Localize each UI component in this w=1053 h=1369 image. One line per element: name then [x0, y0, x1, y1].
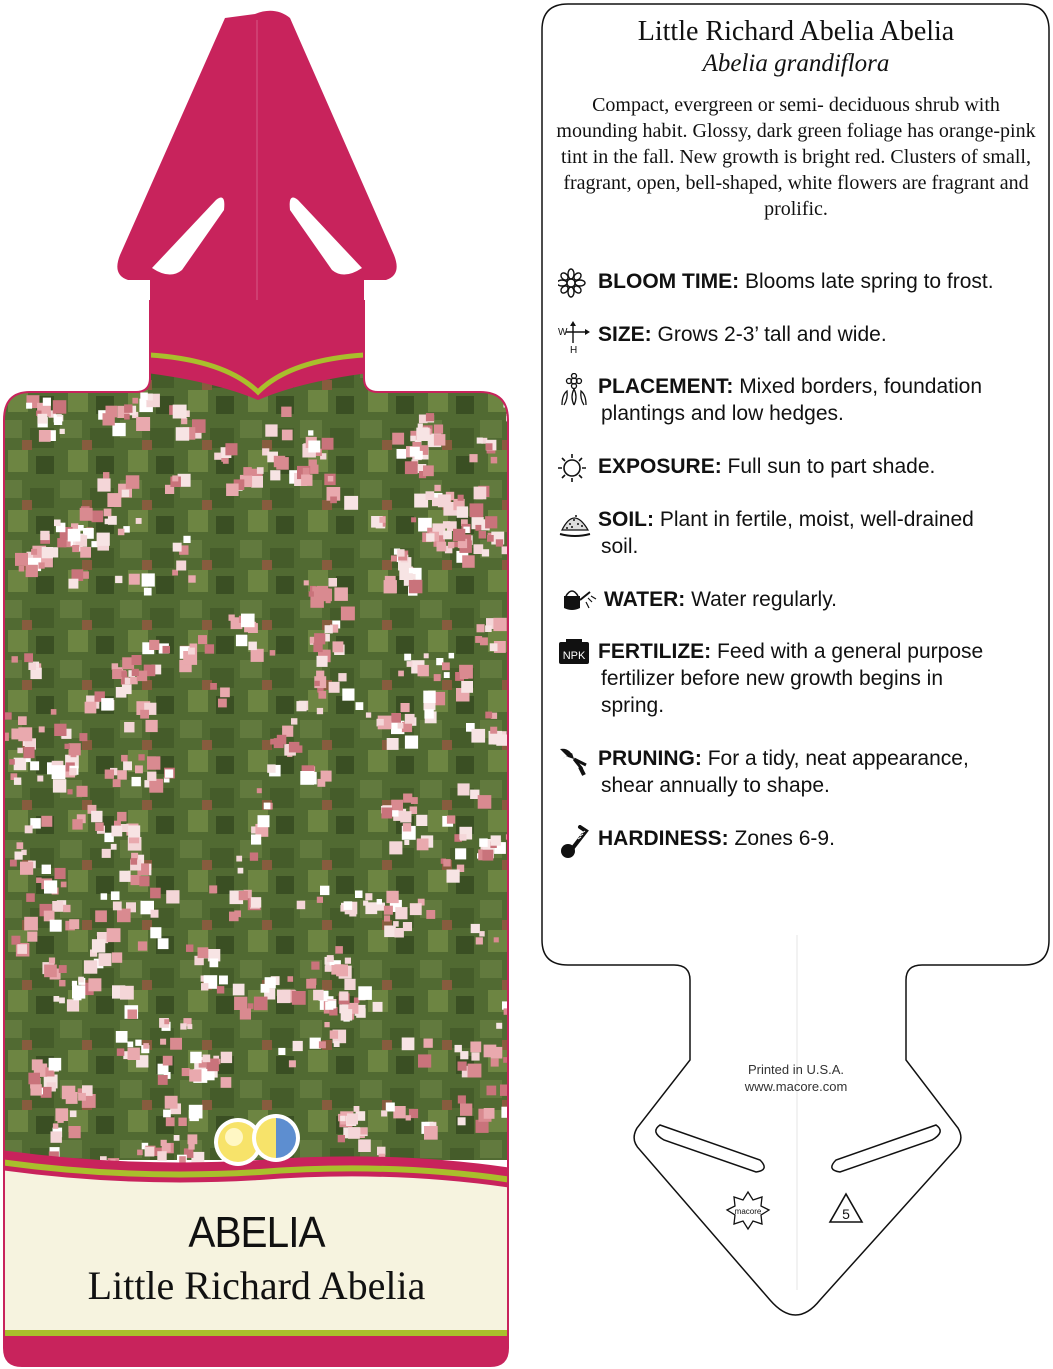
care-label: FERTILIZE:	[598, 640, 712, 663]
sun-icon	[558, 453, 592, 483]
care-hardiness	[558, 825, 1038, 852]
placement-icon	[558, 373, 592, 407]
care-label: SIZE:	[598, 323, 652, 346]
thermometer-icon	[558, 825, 592, 859]
care-text: Feed with a general purpose	[717, 640, 984, 663]
care-text: Grows 2-3’ tall and wide.	[657, 323, 887, 346]
care-text: For a tidy, neat appearance,	[707, 747, 969, 770]
care-label: PRUNING:	[598, 747, 702, 770]
care-label: HARDINESS:	[598, 827, 729, 850]
care-text-continued: shear annually to shape.	[601, 774, 830, 797]
care-text: Mixed borders, foundation	[739, 375, 982, 398]
size-arrows-icon	[558, 321, 592, 355]
macore-logo-text: macore	[734, 1207, 762, 1216]
common-name: ABELIA	[188, 1208, 325, 1257]
website: www.macore.com	[744, 1079, 848, 1094]
npk-icon	[558, 638, 592, 668]
care-label: BLOOM TIME:	[598, 270, 740, 293]
printed-in: Printed in U.S.A.	[747, 1062, 845, 1077]
care-text-continued: spring.	[601, 694, 665, 717]
care-exposure	[558, 453, 1038, 480]
watering-can-icon	[558, 586, 598, 616]
care-label: PLACEMENT:	[598, 375, 734, 398]
care-size	[558, 321, 1038, 355]
plant-description: Compact, evergreen or semi- deciduous shrub with mounding habit. Glossy, dark green foliage has orange-pink tint in the fall. New growth is bright red. Clusters of small, fragrant, open, bell-shaped, white flowers are fragrant and prolific.	[556, 94, 1036, 220]
cultivar-name: Little Richard Abelia	[87, 1263, 426, 1308]
care-text: Full sun to part shade.	[727, 455, 936, 478]
care-placement	[558, 373, 1038, 427]
care-text: Zones 6-9.	[734, 827, 835, 850]
npk-icon-text: NPK	[562, 650, 586, 662]
care-label: WATER:	[604, 588, 686, 611]
care-text: Blooms late spring to frost.	[745, 270, 994, 293]
care-text: Plant in fertile, moist, well-drained	[659, 508, 974, 531]
care-text: Water regularly.	[691, 588, 837, 611]
care-label: SOIL:	[598, 508, 654, 531]
care-soil	[558, 506, 1038, 560]
care-water	[558, 586, 1038, 613]
care-text-continued: fertilizer before new growth begins in	[601, 667, 944, 690]
size-icon-w: W	[558, 327, 568, 338]
recycle-number: 5	[842, 1206, 850, 1222]
back-title: Little Richard Abelia Abelia	[637, 16, 955, 47]
pruners-icon	[558, 745, 592, 777]
care-fertilize	[558, 638, 1038, 719]
care-pruning	[558, 745, 1038, 799]
size-icon-h: H	[570, 345, 578, 355]
flower-icon	[558, 268, 592, 298]
care-text-continued: soil.	[601, 535, 639, 558]
care-text-continued: plantings and low hedges.	[601, 402, 844, 425]
botanical-name: Abelia grandiflora	[702, 50, 890, 77]
soil-icon	[558, 506, 592, 538]
care-label: EXPOSURE:	[598, 455, 722, 478]
care-bloom-time	[558, 268, 1038, 295]
